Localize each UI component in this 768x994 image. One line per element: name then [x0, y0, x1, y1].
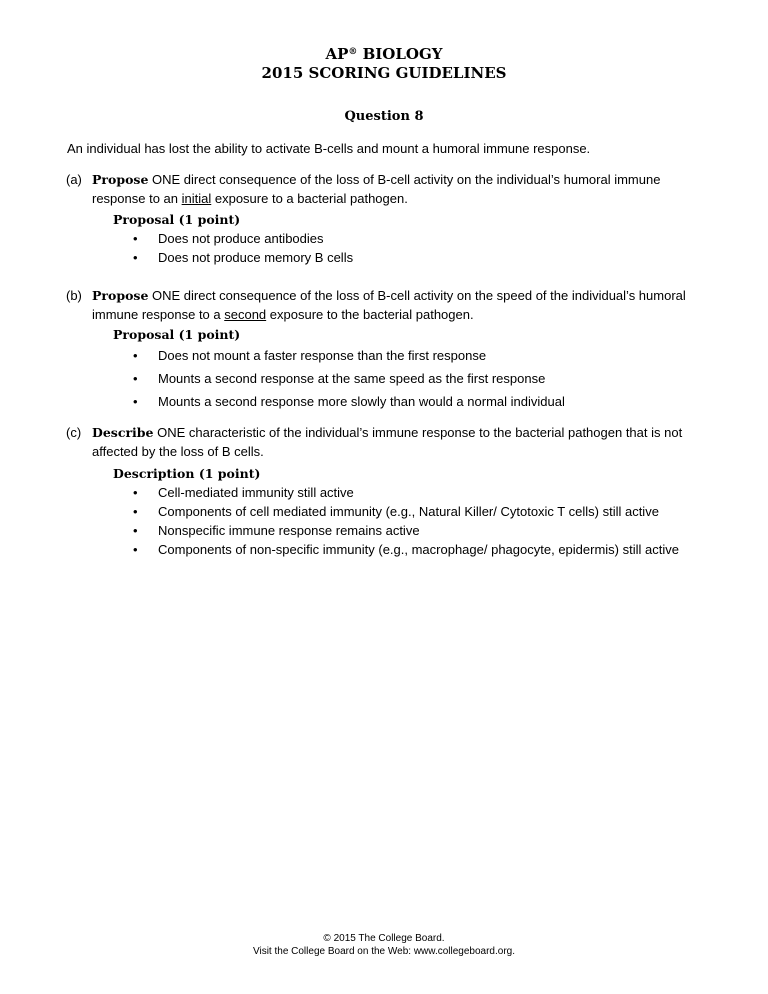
part-a-heading: Proposal (1 point) — [113, 212, 241, 227]
part-a-prompt: (a) Propose ONE direct consequence of the loss of B-cell activity on the individual’s humoral immune response to an initial exposure to a bacterial pathogen. — [66, 172, 661, 206]
bullet-icon: • — [133, 485, 138, 500]
registered-mark: ® — [348, 47, 358, 57]
part-a-keyword: Propose — [92, 172, 149, 187]
part-a-scoring — [113, 211, 733, 267]
bullet-icon: • — [133, 348, 138, 363]
list-item: • Mounts a second response at the same speed as the first response — [113, 367, 733, 390]
bullet-icon: • — [133, 394, 138, 409]
list-item: • Does not produce antibodies — [133, 231, 324, 246]
document-subtitle: 2015 SCORING GUIDELINES — [261, 64, 507, 82]
document-title: AP® BIOLOGY — [325, 45, 443, 63]
copyright-text: © 2015 The College Board. — [323, 933, 445, 944]
question-intro: An individual has lost the ability to activate B-cells and mount a humoral immune response. — [67, 141, 591, 156]
bullet-icon: • — [133, 542, 138, 557]
part-b-underlined: second — [224, 307, 267, 322]
list-item: • Cell-mediated immunity still active — [133, 485, 354, 500]
list-item: • Nonspecific immune response remains active — [133, 523, 420, 538]
list-item: • Does not mount a faster response than the first response — [113, 344, 733, 367]
part-c-label: (c) — [66, 425, 82, 440]
bullet-icon: • — [133, 523, 138, 538]
part-b-scoring — [113, 326, 733, 413]
list-item: • Mounts a second response more slowly than would a normal individual — [113, 390, 733, 413]
bullet-icon: • — [133, 371, 138, 386]
list-item: • Components of non-specific immunity (e.g., macrophage/ phagocyte, epidermis) still active — [133, 542, 679, 557]
part-a-label: (a) — [66, 172, 82, 187]
list-item: • Does not produce memory B cells — [133, 250, 354, 265]
part-b-label: (b) — [66, 288, 82, 303]
page-footer — [0, 932, 768, 958]
bullet-icon: • — [133, 504, 138, 519]
bullet-icon: • — [133, 231, 138, 246]
part-b-keyword: Propose — [92, 288, 149, 303]
question-title: Question 8 — [344, 109, 424, 124]
part-c-prompt: (c) Describe ONE characteristic of the individual’s immune response to the bacterial pathogen that is not affected by the loss of B cells. — [66, 425, 683, 459]
part-a-underlined: initial — [181, 191, 212, 206]
visit-website-text: Visit the College Board on the Web: www.collegeboard.org. — [252, 946, 515, 957]
part-c-heading: Description (1 point) — [113, 466, 261, 481]
part-c-keyword: Describe — [92, 425, 154, 440]
part-c-scoring — [113, 465, 733, 559]
part-b-prompt: (b) Propose ONE direct consequence of the loss of B-cell activity on the speed of the individual’s humoral immune response to a second exposure to the bacterial pathogen. — [66, 288, 686, 322]
part-b-heading: Proposal (1 point) — [113, 327, 241, 342]
list-item: • Components of cell mediated immunity (e.g., Natural Killer/ Cytotoxic T cells) still active — [133, 504, 659, 519]
bullet-icon: • — [133, 250, 138, 265]
